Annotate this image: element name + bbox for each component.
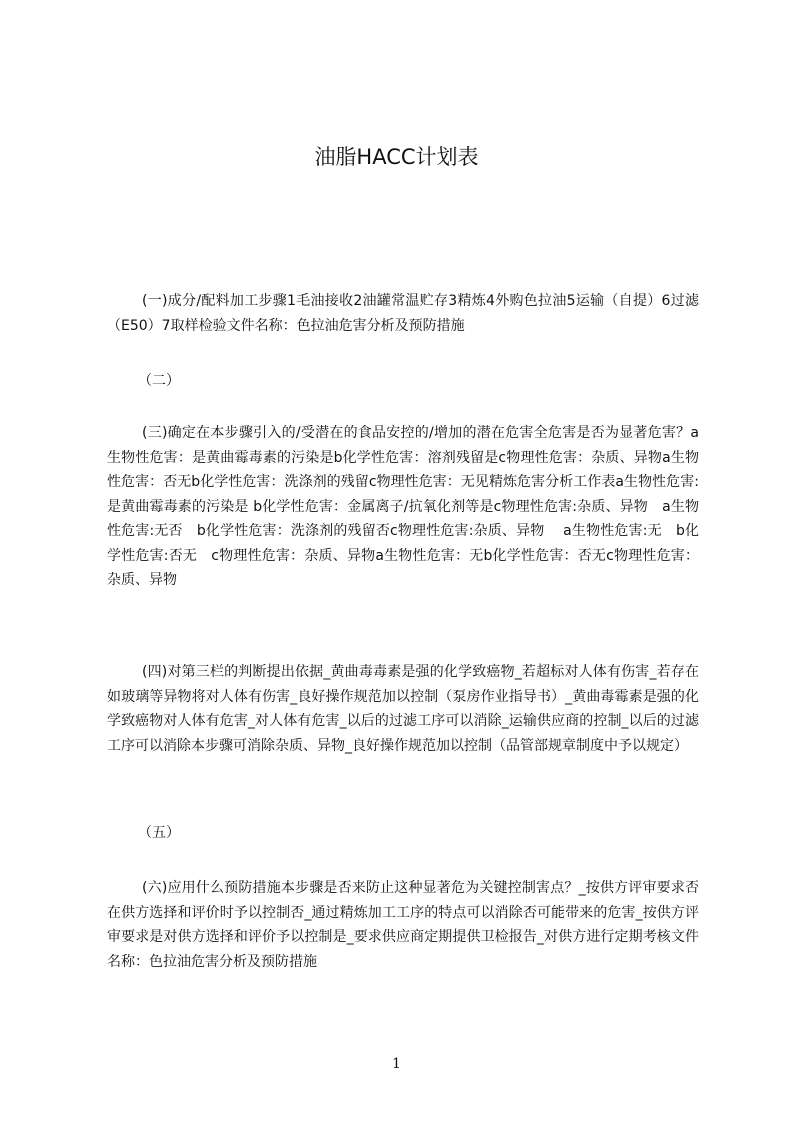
paragraph-section-5: （五） (138, 825, 180, 841)
paragraph-preventive-measures: (六)应用什么预防措施本步骤是否来防止这种显著危为关键控制害点？_按供方评审要求否在供方选择和评价时予以控制否_通过精炼加工工序的特点可以消除否可能带来的危害_按供方评审要求是对供方选择和评价予以控制是_要求供应商定期提供卫检报告_对供方进行定期考核文件名称：色拉油危害分析及预防措施 (107, 880, 699, 970)
document-title: 油脂HACC计划表 (314, 145, 479, 169)
paragraph-ingredients: (一)成分/配料加工步骤1毛油接收2油罐常温贮存3精炼4外购色拉油5运输（自提）6过滤（E50）7取样检验文件名称：色拉油危害分析及预防措施 (107, 293, 699, 334)
paragraph-hazards: (三)确定在本步骤引入的/受潜在的食品安控的/增加的潜在危害全危害是否为显著危害？a生物性危害：是黄曲霉毒素的污染是b化学性危害：溶剂残留是c物理性危害：杂质、异物a生物性危害：否无b化学性危害：洗涤剂的残留c物理性危害：无见精炼危害分析工作表a生物性危害:是黄曲霉毒素的污染是 b化学性危害：金属离子/抗氧化剂等是c物理性危害:杂质、异物 a生物性危害:无否 b化学性危害：洗涤剂的残留否c物理性危害:杂质、异物 a生物性危害:无 b化学性危害:否无 c物理性危害：杂质、异物a生物性危害：无b化学性危害：否无c物理性危害：杂质、异物 (107, 425, 699, 588)
page-number: 1 (392, 1056, 401, 1072)
paragraph-basis: (四)对第三栏的判断提出依据_黄曲毒毒素是强的化学致癌物_若超标对人体有伤害_若存在如玻璃等异物将对人体有伤害_良好操作规范加以控制（泵房作业指导书）_黄曲毒霉素是强的化学致癌物对人体有危害_对人体有危害_以后的过滤工序可以消除_运输供应商的控制_以后的过滤工序可以消除本步骤可消除杂质、异物_良好操作规范加以控制（品管部规章制度中予以规定） (107, 664, 699, 754)
paragraph-section-2: （二） (138, 373, 180, 389)
